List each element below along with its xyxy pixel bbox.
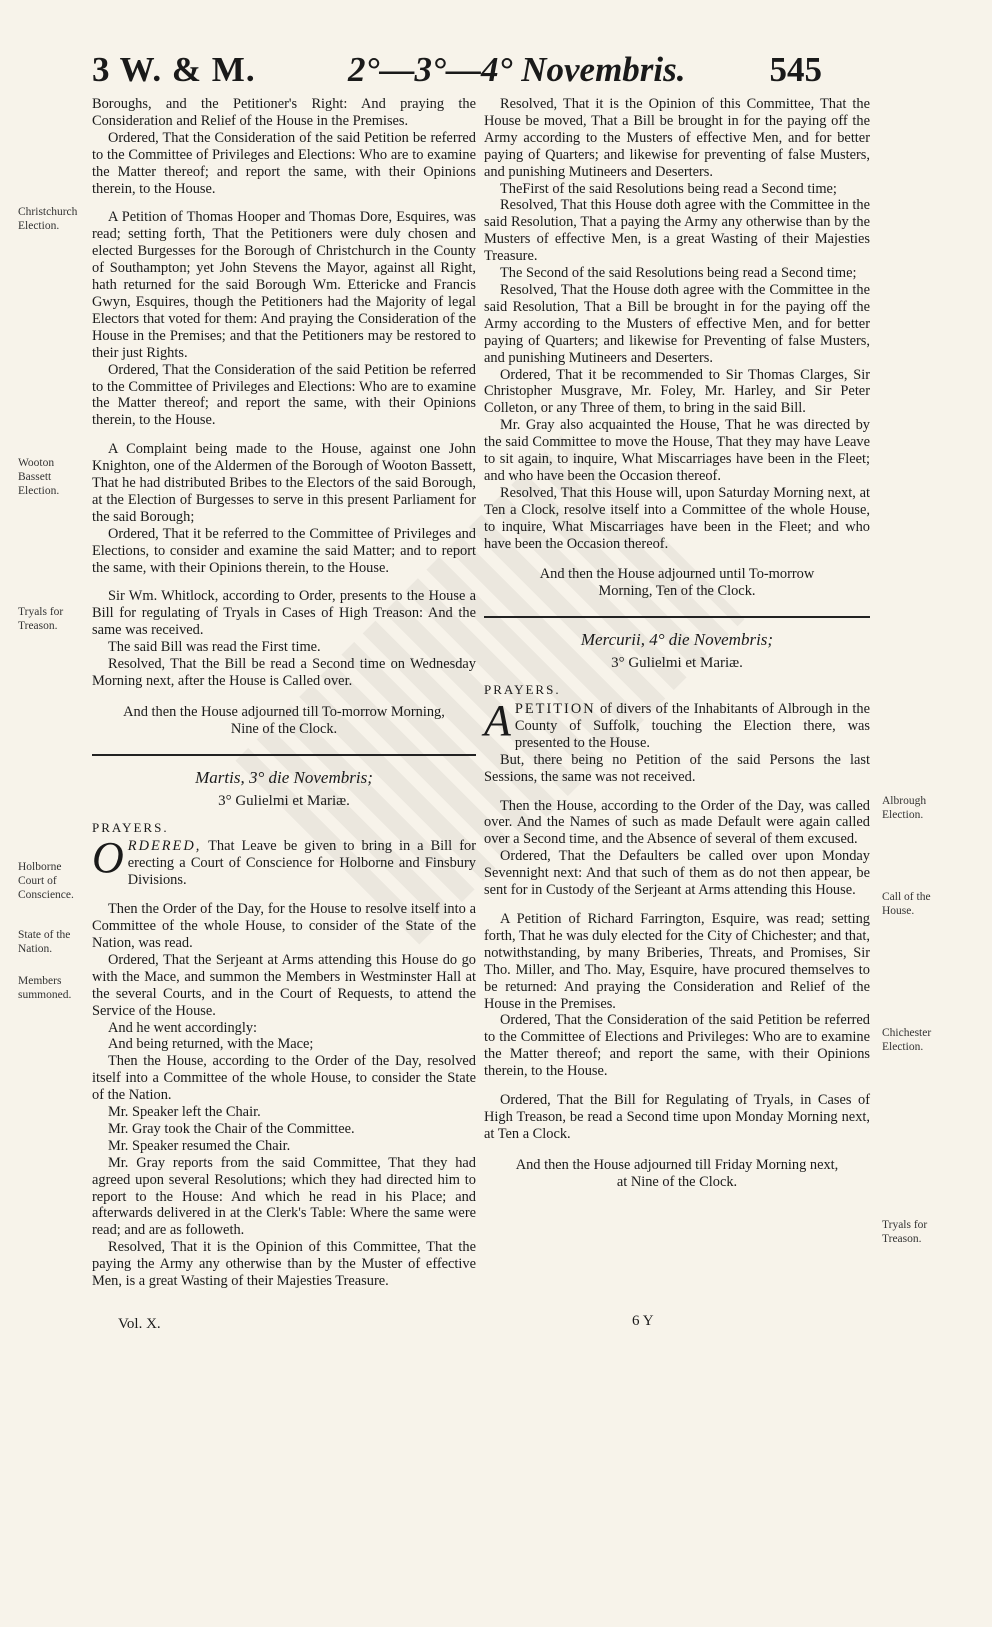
- paragraph: Then the Order of the Day, for the House to resolve itself into a Committee of the whole House, to consider of the State of the Nation, was read.: [92, 901, 476, 951]
- paragraph: Resolved, That this House will, upon Saturday Morning next, at Ten a Clock, resolve itself into a Committee of the whole House, to inquire, What Miscarriages have been in the Fleet; and who have been the Occasion thereof.: [484, 484, 870, 552]
- paragraph: [484, 696, 870, 752]
- paragraph: Mr. Gray reports from the said Committee, That they had agreed upon several Resolutions; which they had directed him to report to the House: And which he read in his Place; and afterwards delivered in at the Clerk's Table: Where the same were read; and are as followeth.: [92, 1154, 476, 1239]
- paragraph: The Second of the said Resolutions being read a Second time;: [500, 265, 857, 282]
- page-number: 545: [769, 50, 822, 89]
- paragraph: Mr. Speaker left the Chair.: [108, 1104, 261, 1121]
- section-divider: [92, 754, 476, 756]
- margin-note-call-house: Call of the House.: [882, 891, 931, 917]
- drop-cap: O: [92, 833, 124, 883]
- regnal-subhead: 3° Gulielmi et Mariæ.: [611, 655, 743, 672]
- paragraph: But, there being no Petition of the said Persons the last Sessions, the same was not received.: [484, 751, 870, 785]
- right-column: [484, 96, 870, 1201]
- paragraph: [92, 833, 476, 889]
- left-column: [92, 96, 476, 1290]
- paragraph: Resolved, That it is the Opinion of this Committee, That the paying the Army any otherwise than by the Muster of effective Men, is a great Wasting of their Majesties Treasure.: [92, 1239, 476, 1290]
- regnal-subhead: 3° Gulielmi et Mariæ.: [218, 792, 350, 809]
- volume-label: Vol. X.: [118, 1316, 161, 1332]
- margin-note-albrough: Albrough Election.: [882, 795, 927, 821]
- paragraph: Sir Wm. Whitlock, according to Order, presents to the House a Bill for regulating of Tryals in Cases of High Treason: And the same was received.: [92, 588, 476, 639]
- paragraph: Ordered, That the Consideration of the said Petition be referred to the Committee of Privileges and Elections: Who are to examine the Matter thereof; and report the same, with their Opinions therein, to the House.: [92, 361, 476, 429]
- paragraph: Ordered, That it be referred to the Committee of Privileges and Elections, to consider and examine the said Matter; and to report the same, with their Opinions therein, to the House.: [92, 525, 476, 576]
- paragraph: Ordered, That the Consideration of the said Petition be referred to the Committee of Elections and Privileges: Who are to examine the Matter thereof; and report the same, with their Opinions therein, to the House.: [484, 1012, 870, 1080]
- paragraph: And he went accordingly:: [108, 1019, 258, 1036]
- margin-note-state-nation: State of the Nation.: [18, 929, 71, 955]
- ordered-word: RDERED,: [127, 838, 202, 855]
- margin-note-christchurch: Christchurch Election.: [18, 206, 78, 232]
- margin-note-members: Members summoned.: [18, 975, 72, 1001]
- margin-note-tryals-right: Tryals for Treason.: [882, 1219, 928, 1245]
- paragraph: Ordered, That the Consideration of the said Petition be referred to the Committee of Privileges and Elections: Who are to examine the Matter thereof; and report the same, with their Opinions therein, to the House.: [92, 129, 476, 197]
- paragraph: A Complaint being made to the House, against one John Knighton, one of the Aldermen of the Borough of Wooton Bassett, That he had distributed Bribes to the Electors of the said Borough, at the Election of Burgesses to serve in this present Parliament for the said Borough;: [92, 441, 476, 525]
- paragraph: Ordered, That the Bill for Regulating of Tryals, in Cases of High Treason, be read a Second time upon Monday Morning next, at Ten a Clock.: [484, 1092, 870, 1142]
- paragraph-text: of divers of the Inhabitants of Albrough in the County of Suffolk, touching the Election there, was presented to the House.: [514, 701, 870, 751]
- paragraph: Resolved, That it is the Opinion of this Committee, That the House be moved, That a Bill be brought in for the paying off the Army according to the Musters of effective Men, and for better paying of Quarters; and likewise for preventing of false Musters, and punishing Mutineers and Deserters.: [484, 96, 870, 180]
- paragraph: Ordered, That the Serjeant at Arms attending this House do go with the Mace, and summon the Members in Westminster Hall at the several Courts, and in the Court of Requests, to attend the Service of the House.: [92, 951, 476, 1019]
- signature-mark: 6 Y: [632, 1313, 654, 1329]
- paragraph: And being returned, with the Mace;: [108, 1036, 314, 1053]
- adjournment: And then the House adjourned till Friday Morning next, at Nine of the Clock.: [515, 1156, 839, 1190]
- prayers-heading: PRAYERS.: [484, 682, 561, 698]
- margin-note-chichester: Chichester Election.: [882, 1027, 932, 1053]
- adjournment: And then the House adjourned until To-morrow Morning, Ten of the Clock.: [539, 566, 815, 600]
- paragraph-text: That Leave be given to bring in a Bill for erecting a Court of Conscience for Holborne and Finsbury Divisions.: [127, 838, 476, 889]
- margin-note-tryals-left: Tryals for Treason.: [18, 606, 64, 632]
- paragraph: The said Bill was read the First time.: [108, 639, 321, 656]
- drop-cap: A: [484, 696, 511, 745]
- petition-word: PETITION: [514, 701, 596, 717]
- paragraph: Resolved, That the Bill be read a Second time on Wednesday Morning next, after the House is Called over.: [92, 656, 476, 689]
- margin-note-holborne: Holborne Court of Conscience.: [18, 861, 74, 901]
- paragraph: Mr. Gray also acquainted the House, That he was directed by the said Committee to move the House, That they may have Leave to sit again, to inquire, What Miscarriages have been in the Fleet; and who have been the Occasion thereof.: [484, 417, 870, 484]
- paragraph: Then the House, according to the Order of the Day, resolved itself into a Committee of the whole House, to consider the State of the Nation.: [92, 1053, 476, 1104]
- paragraph: Then the House, according to the Order of the Day, was called over. And the Names of such as made Default were again called over a Second time, and the Absence of several of them excused.: [484, 797, 870, 848]
- paragraph: TheFirst of the said Resolutions being read a Second time;: [500, 180, 837, 197]
- date-heading: 2°—3°—4° Novembris.: [348, 50, 686, 89]
- paragraph: Resolved, That the House doth agree with the Committee in the said Resolution, That a Bill be brought in for the paying off the Army according to the Musters of effective Men, and for better paying of Quarters; and likewise for Preventing of false Musters, and punishing Mutineers and Deserters.: [484, 281, 870, 366]
- day-heading: Martis, 3° die Novembris;: [195, 767, 373, 787]
- paragraph: Mr. Gray took the Chair of the Committee.: [108, 1120, 355, 1137]
- paragraph: A Petition of Thomas Hooper and Thomas Dore, Esquires, was read; setting forth, That the Petitioners were duly chosen and elected Burgesses for the Borough of Christchurch in the County of Southampton; yet John Stevens the Mayor, against all Right, hath returned for the said Borough Wm. Ettericke and Francis Gwyn, Esquires, though the Petitioners had the Majority of legal Electors that voted for them: And praying the Consideration of the House in the Premises; and that the Petitioners may be restored to their just Rights.: [92, 209, 476, 361]
- paragraph: Boroughs, and the Petitioner's Right: And praying the Consideration and Relief of the House in the Premises.: [92, 96, 476, 129]
- paragraph: A Petition of Richard Farrington, Esquire, was read; setting forth, That he was duly elected for the City of Chichester; and that, notwithstanding, by many Briberies, Threats, and Promises, Sir Tho. Miller, and Tho. May, Esquire, have procured themselves to be returned: And praying the Consideration and Relief of the House in the Premises.: [484, 910, 870, 1012]
- regnal-year: 3 W. & M.: [92, 50, 256, 89]
- paragraph: Resolved, That this House doth agree with the Committee in the said Resolution, That a paying the Army any otherwise than by the Musters of effective Men, is a great Wasting of their Majesties Treasure.: [484, 197, 870, 265]
- section-divider: [484, 616, 870, 618]
- paragraph: Ordered, That it be recommended to Sir Thomas Clarges, Sir Christopher Musgrave, Mr. Foley, Mr. Harley, and Sir Peter Colleton, or any Three of them, to bring in the said Bill.: [484, 366, 870, 417]
- day-heading: Mercurii, 4° die Novembris;: [580, 630, 774, 650]
- paragraph: Mr. Speaker resumed the Chair.: [108, 1137, 291, 1154]
- adjournment: And then the House adjourned till To-morrow Morning, Nine of the Clock.: [123, 703, 445, 737]
- margin-note-wooton: Wooton Bassett Election.: [18, 457, 60, 497]
- prayers-heading: PRAYERS.: [92, 819, 169, 835]
- page-header: [0, 50, 992, 96]
- paragraph: Ordered, That the Defaulters be called over upon Monday Sevennight next: And that such of them as do not then appear, be sent for in Custody of the Serjeant at Arms attending this House.: [484, 848, 870, 899]
